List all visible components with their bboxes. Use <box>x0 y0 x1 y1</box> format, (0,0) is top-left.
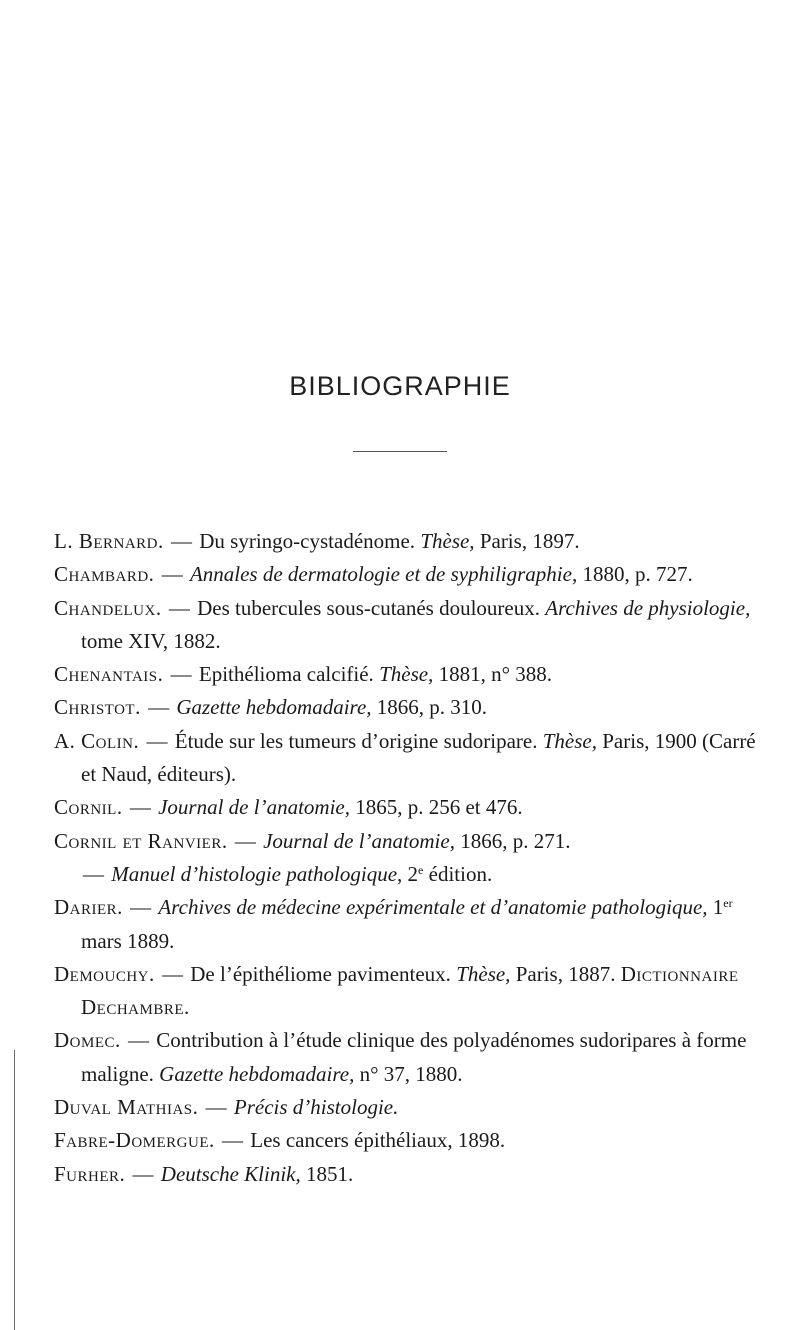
entry-author: Cornil et Ranvier. <box>54 828 228 853</box>
entry-title: Gazette hebdomadaire, <box>176 695 372 720</box>
bibliography-entry: Domec. — Contribution à l’étude clinique des polyadénomes sudoripares à forme maligne. Gazette hebdomadaire, n° 37, 1880. <box>54 1028 747 1086</box>
bibliography-entry: Cornil et Ranvier. — Journal de l’anatomie, 1866, p. 271. <box>54 828 571 853</box>
entry-extra-author: Dictionnaire Dechambre. <box>81 961 739 1020</box>
entry-author: L. Bernard. <box>54 529 164 553</box>
entry-text: Étude sur les tumeurs d’origine sudoripare. <box>169 728 543 753</box>
entry-text: Du syringo-cystadénome. <box>194 529 421 553</box>
bibliography-entry: Darier. — Archives de médecine expérimentale et d’anatomie pathologique, 1er mars 1889. <box>54 895 733 953</box>
entry-text: Contribution à l’étude clinique des polyadénomes sudoripares à forme maligne. <box>81 1028 747 1086</box>
entry-title: Thèse, <box>456 961 511 986</box>
entry-title: Archives de médecine expérimentale et d’anatomie pathologique, <box>158 895 708 920</box>
entry-details: 2e édition. <box>402 861 493 886</box>
bibliography-entry: Chandelux. — Des tubercules sous-cutanés douloureux. Archives de physiologie, tome XIV, 1882. <box>54 595 751 653</box>
entry-text: Des tubercules sous-cutanés douloureux. <box>191 595 546 620</box>
entry-author: Domec. <box>54 1028 121 1053</box>
entry-author: Cornil. <box>54 795 123 820</box>
bibliography-entry: Christot. — Gazette hebdomadaire, 1866, p. 310. <box>54 695 488 720</box>
entry-title: Journal de l’anatomie, <box>263 828 455 853</box>
entry-details: 1866, p. 271. <box>454 828 571 853</box>
entry-author: Chambard. <box>54 562 155 587</box>
entry-details: 1880, p. 727. <box>577 562 693 587</box>
entry-details: 1er mars 1889. <box>81 895 733 953</box>
entry-title: Thèse, <box>542 728 597 753</box>
entry-text: Epithélioma calcifié. <box>193 662 380 687</box>
bibliography-entry: L. Bernard. — Du syringo-cystadénome. Thèse, Paris, 1897. <box>54 529 580 553</box>
entry-title: Gazette hebdomadaire, <box>159 1061 355 1086</box>
entry-title: Journal de l’anatomie, <box>158 795 350 820</box>
entry-title: Archives de physiologie, <box>545 595 751 620</box>
entry-author: Fabre-Domergue. <box>54 1128 215 1153</box>
bibliography-entry: — Manuel d’histologie pathologique, 2e édition. <box>83 861 493 886</box>
entry-author: Chenantais. <box>54 662 164 687</box>
bibliography-entry: Chambard. — Annales de dermatologie et de syphiligraphie, 1880, p. 727. <box>54 562 693 587</box>
bibliography-entry: Furher. — Deutsche Klinik, 1851. <box>54 1161 354 1186</box>
entry-author: Chandelux. <box>54 595 162 620</box>
entry-title: Thèse, <box>379 662 434 687</box>
entry-author: Demouchy. <box>54 961 155 986</box>
entry-author: A. Colin. <box>54 728 140 753</box>
entry-details: 1865, p. 256 et 476. <box>349 795 523 820</box>
entry-title: Manuel d’histologie pathologique, <box>111 861 403 886</box>
entry-title: Précis d’histologie. <box>233 1095 399 1120</box>
entry-details: Paris, 1900 (Carré et Naud, éditeurs). <box>81 728 756 787</box>
bibliography-entry: Chenantais. — Epithélioma calcifié. Thèse, 1881, n° 388. <box>54 662 552 687</box>
page-edge-line <box>14 1050 15 1330</box>
entry-details: Paris, 1897. <box>474 529 580 553</box>
entry-author: Darier. <box>54 895 123 920</box>
bibliography-entry: Cornil. — Journal de l’anatomie, 1865, p. 256 et 476. <box>54 795 523 820</box>
bibliography-entry: Fabre-Domergue. — Les cancers épithéliaux, 1898. <box>54 1128 506 1153</box>
bibliography-entry: Duval Mathias. — Précis d’histologie. <box>54 1095 399 1120</box>
entry-author: Furher. <box>54 1161 126 1186</box>
entry-author: Christot. <box>54 695 141 720</box>
page-title: BIBLIOGRAPHIE <box>289 371 511 401</box>
entry-text: De l’épithéliome pavimenteux. <box>185 961 457 986</box>
entry-text: Les cancers épithéliaux, 1898. <box>245 1128 506 1153</box>
entry-details: n° 37, 1880. <box>354 1061 463 1086</box>
bibliography-entry: Demouchy. — De l’épithéliome pavimenteux. Thèse, Paris, 1887. Dictionnaire Dechambre. <box>54 961 739 1020</box>
entry-details: tome XIV, 1882. <box>81 628 221 653</box>
entry-details: Paris, 1887. <box>510 961 621 986</box>
entry-details: 1851. <box>300 1161 354 1186</box>
entry-title: Thèse, <box>420 529 475 553</box>
title-divider <box>353 451 447 452</box>
bibliography-entry: A. Colin. — Étude sur les tumeurs d’origine sudoripare. Thèse, Paris, 1900 (Carré et Naud, éditeurs). <box>54 728 756 787</box>
entry-title: Annales de dermatologie et de syphiligraphie, <box>189 562 578 587</box>
entry-details: 1881, n° 388. <box>433 662 552 687</box>
bibliography-list <box>54 525 770 1191</box>
entry-title: Deutsche Klinik, <box>160 1161 301 1186</box>
entry-author: Duval Mathias. <box>54 1095 199 1120</box>
entry-details: 1866, p. 310. <box>371 695 488 720</box>
